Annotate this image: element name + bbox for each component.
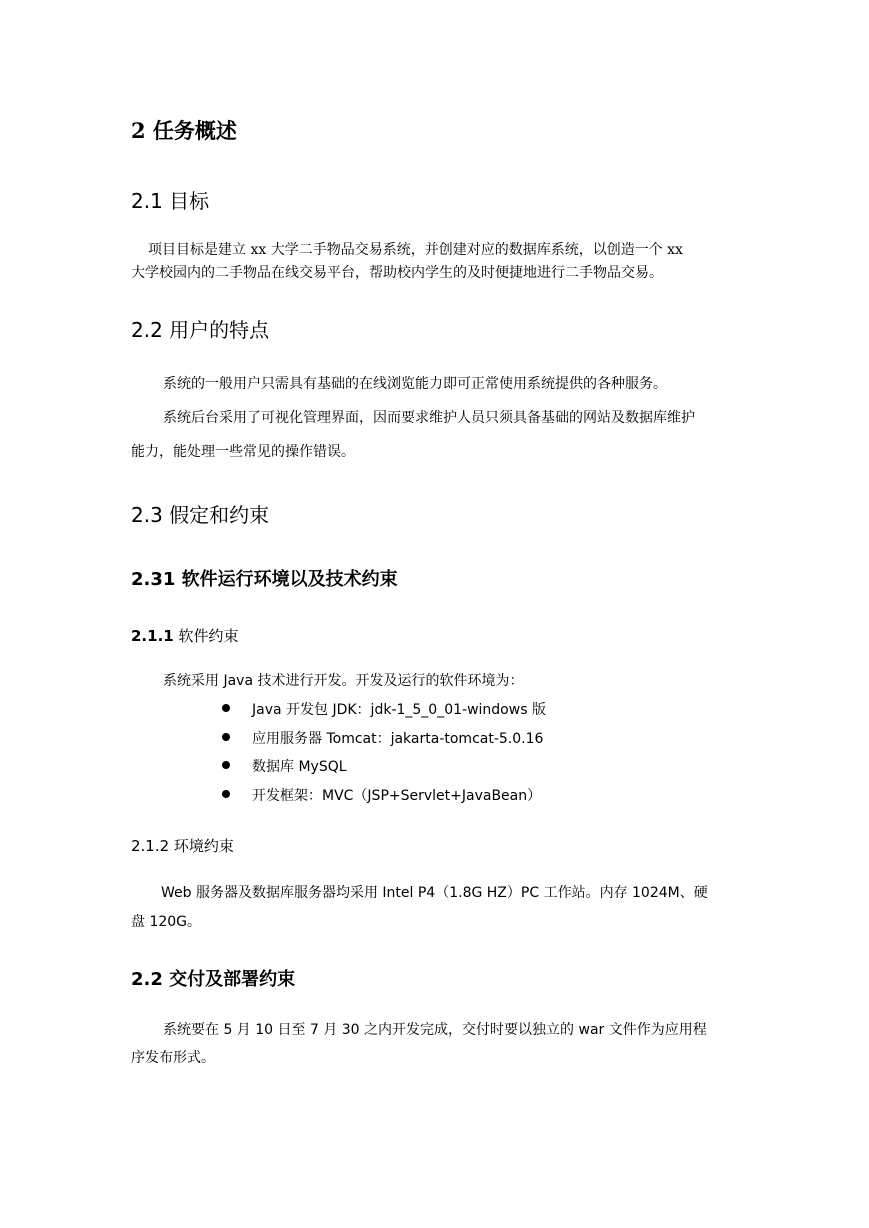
section-2-title: 2 任务概述 xyxy=(131,118,237,143)
section-2-2-delivery-paragraph-line-2: 序发布形式。 xyxy=(131,1050,215,1066)
section-2-1-2-paragraph-line-2: 盘 120G。 xyxy=(131,914,202,930)
section-2-1-2-paragraph-line-1: Web 服务器及数据库服务器均采用 Intel P4（1.8G HZ）PC 工作站。内存 1024M、硬 xyxy=(161,885,708,901)
list-item-text: 数据库 MySQL xyxy=(252,759,347,776)
section-2-2-paragraph-2-line-2: 能力，能处理一些常见的操作错误。 xyxy=(131,444,355,460)
section-2-2-title: 2.2 用户的特点 xyxy=(131,318,270,342)
list-item xyxy=(222,786,546,815)
section-2-1-1-title xyxy=(131,625,741,646)
section-2-1-1-text: 软件约束 xyxy=(178,627,239,645)
section-2-1-1-number: 2.1.1 xyxy=(131,627,174,645)
bullet-icon xyxy=(222,704,230,712)
software-env-list xyxy=(222,700,546,815)
list-item xyxy=(222,729,546,758)
section-2-2-delivery-paragraph-line-1: 系统要在 5 月 10 日至 7 月 30 之内开发完成，交付时要以独立的 war 文件作为应用程 xyxy=(163,1022,707,1038)
section-2-2-delivery-title: 2.2 交付及部署约束 xyxy=(131,969,296,990)
list-item xyxy=(222,700,546,729)
section-2-3-title: 2.3 假定和约束 xyxy=(131,503,270,527)
section-2-1-title: 2.1 目标 xyxy=(131,189,210,213)
section-2-1-paragraph-line-2: 大学校园内的二手物品在线交易平台，帮助校内学生的及时便捷地进行二手物品交易。 xyxy=(131,265,663,281)
section-2-1-2-title: 2.1.2 环境约束 xyxy=(131,837,234,855)
list-item-text: Java 开发包 JDK：jdk-1_5_0_01-windows 版 xyxy=(252,702,546,718)
section-2-1-paragraph-line-1: 项目目标是建立 xx 大学二手物品交易系统，并创建对应的数据库系统，以创造一个 xx xyxy=(148,242,683,258)
section-2-1-1-intro: 系统采用 Java 技术进行开发。开发及运行的软件环境为： xyxy=(163,673,524,689)
section-2-2-paragraph-2-line-1: 系统后台采用了可视化管理界面，因而要求维护人员只须具备基础的网站及数据库维护 xyxy=(163,410,695,426)
section-2-31-title: 2.31 软件运行环境以及技术约束 xyxy=(131,569,398,590)
section-2-2-paragraph-1: 系统的一般用户只需具有基础的在线浏览能力即可正常使用系统提供的各种服务。 xyxy=(163,376,667,392)
list-item xyxy=(222,757,546,786)
bullet-icon xyxy=(222,761,230,769)
list-item-text: 开发框架：MVC（JSP+Servlet+JavaBean） xyxy=(252,788,542,805)
bullet-icon xyxy=(222,733,230,741)
list-item-text: 应用服务器 Tomcat：jakarta-tomcat-5.0.16 xyxy=(252,730,544,747)
bullet-icon xyxy=(222,790,230,798)
